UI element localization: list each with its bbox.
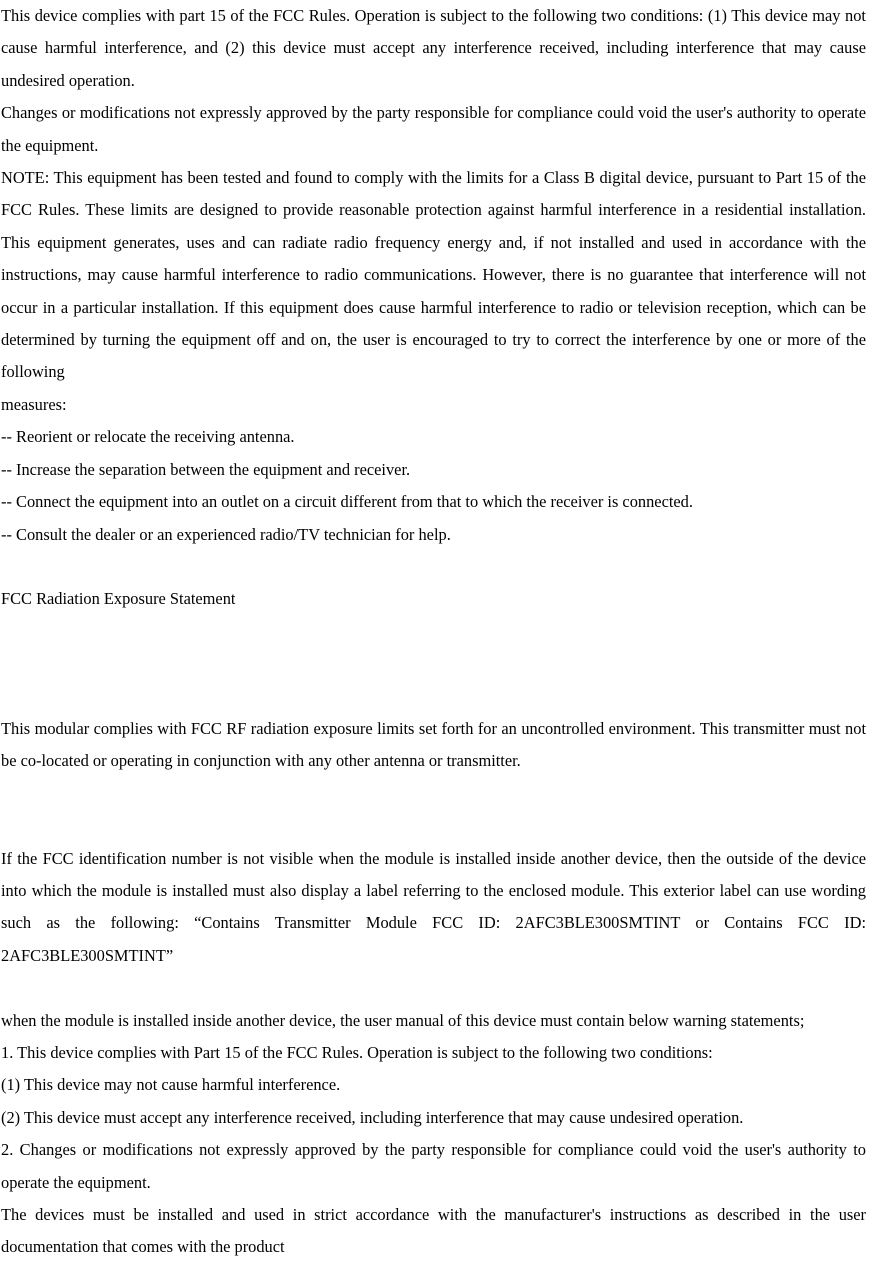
warning-subitem: (2) This device must accept any interference received, including interference that may cause undesired operation. <box>1 1107 744 1127</box>
measures-list <box>1 421 866 551</box>
installation-note-paragraph: The devices must be installed and used in strict accordance with the manufacturer's instructions as described in the user documentation that comes with the product <box>1 1204 866 1257</box>
measures-label: measures: <box>1 394 67 414</box>
label-requirement-paragraph: If the FCC identification number is not visible when the module is installed inside another device, then the outside of the device into which the module is installed must also display a label referring to the enclosed module. This exterior label can use wording such as the following: “Contains Transmitter Module FCC ID: 2AFC3BLE300SMTINT or Contains FCC ID: 2AFC3BLE300SMTINT” <box>1 848 866 965</box>
measure-item: -- Consult the dealer or an experienced radio/TV technician for help. <box>1 524 451 544</box>
measure-item: -- Increase the separation between the equipment and receiver. <box>1 459 411 479</box>
changes-warning-paragraph: Changes or modifications not expressly approved by the party responsible for compliance could void the user's authority to operate the equipment. <box>1 103 866 155</box>
warning-subitem: (1) This device may not cause harmful interference. <box>1 1075 341 1095</box>
measure-item: -- Connect the equipment into an outlet on a circuit different from that to which the receiver is connected. <box>1 492 693 512</box>
spacer <box>1 616 866 713</box>
radiation-statement-paragraph: This modular complies with FCC RF radiation exposure limits set forth for an uncontrolled environment. This transmitter must not be co-located or operating in conjunction with any other antenna or transmitter. <box>1 718 866 771</box>
warning-item: 1. This device complies with Part 15 of the FCC Rules. Operation is subject to the following two conditions: <box>1 1042 713 1062</box>
measure-item: -- Reorient or relocate the receiving antenna. <box>1 427 295 447</box>
spacer <box>1 551 866 583</box>
radiation-heading: FCC Radiation Exposure Statement <box>1 589 236 609</box>
spacer <box>1 778 866 843</box>
manual-requirement-paragraph: when the module is installed inside another device, the user manual of this device must contain below warning statements; <box>1 1010 805 1030</box>
fcc-conditions-paragraph: This device complies with part 15 of the FCC Rules. Operation is subject to the following two conditions: (1) This device may not cause harmful interference, and (2) this device must accept any interference received, including interference that may cause undesired operation. <box>1 6 866 90</box>
spacer <box>1 972 866 1004</box>
warning-item: 2. Changes or modifications not expressly approved by the party responsible for compliance could void the user's authority to operate the equipment. <box>1 1140 866 1192</box>
class-b-note-paragraph: NOTE: This equipment has been tested and found to comply with the limits for a Class B digital device, pursuant to Part 15 of the FCC Rules. These limits are designed to provide reasonable protection against harmful interference in a residential installation. This equipment generates, uses and can radiate radio frequency energy and, if not installed and used in accordance with the instructions, may cause harmful interference to radio communications. However, there is no guarantee that interference will not occur in a particular installation. If this equipment does cause harmful interference to radio or television reception, which can be determined by turning the equipment off and on, the user is encouraged to try to correct the interference by one or more of the following <box>1 168 866 382</box>
